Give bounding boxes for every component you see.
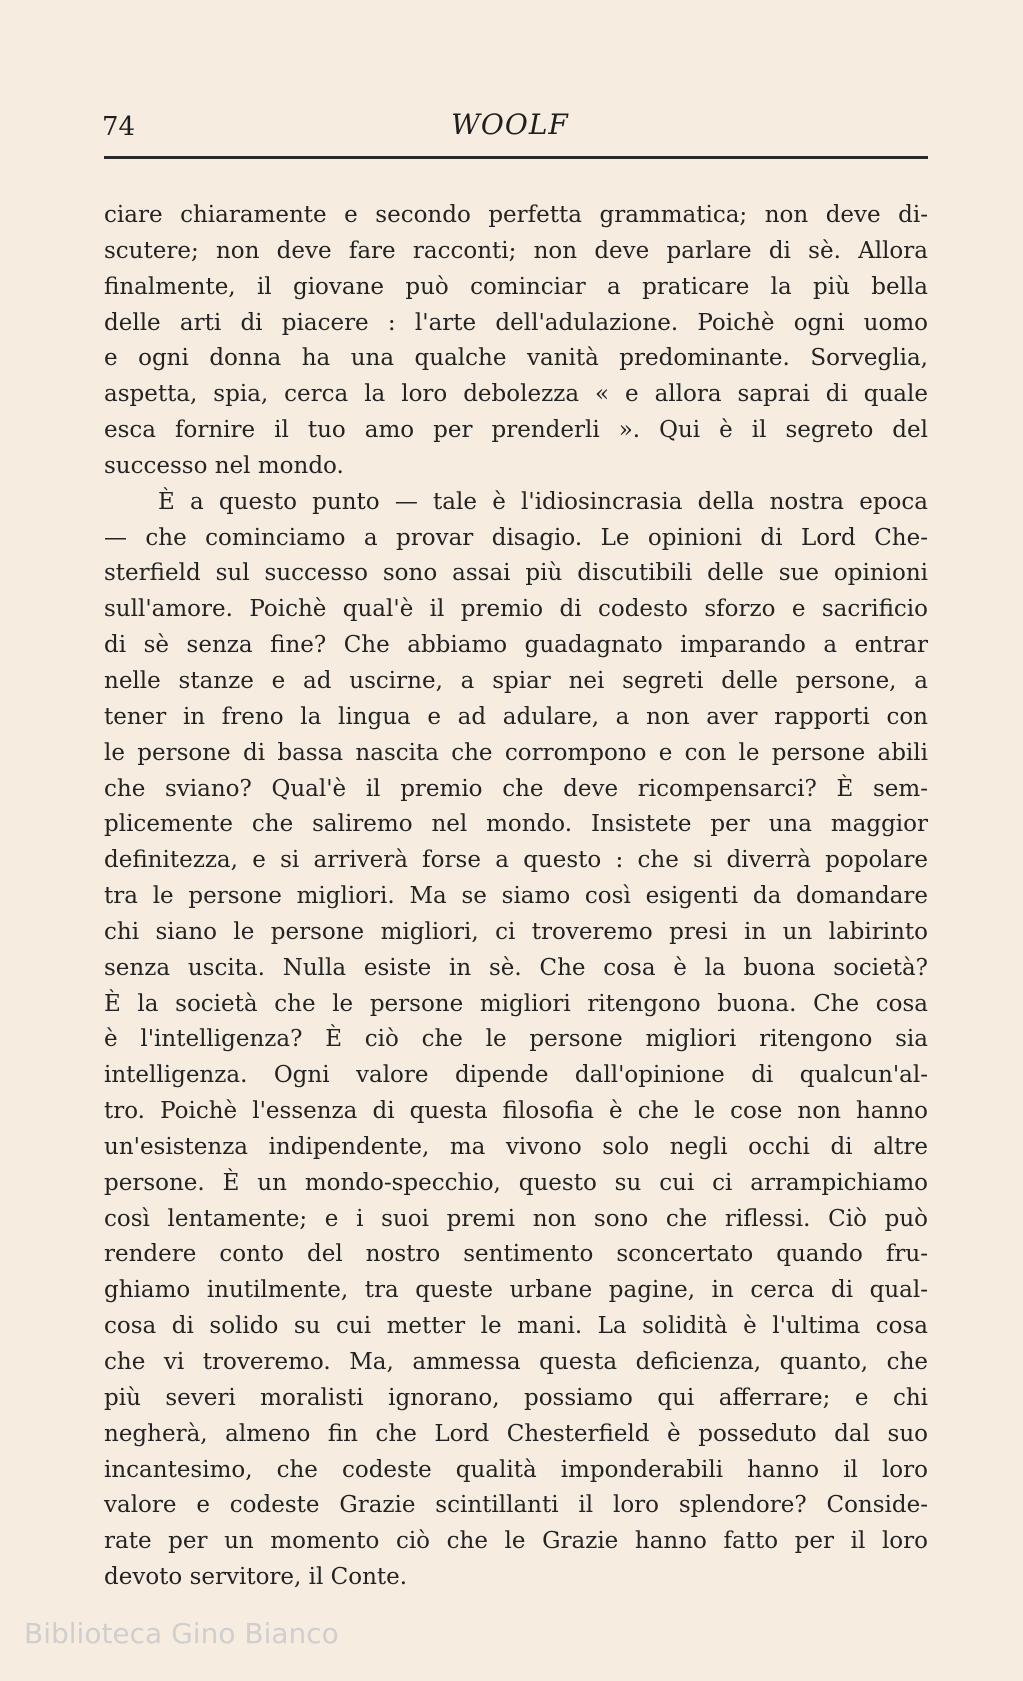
text-line: che vi troveremo. Ma, ammessa questa deficienza, quanto, che: [104, 1349, 928, 1375]
text-line: negherà, almeno fin che Lord Chesterfield è posseduto dal suo: [104, 1420, 928, 1447]
text-line: nelle stanze e ad uscirne, a spiar nei segreti delle persone, a: [104, 667, 928, 694]
text-line: intelligenza. Ogni valore dipende dall'opinione di qualcun'al-: [104, 1062, 928, 1089]
text-line: plicemente che saliremo nel mondo. Insistete per una maggior: [104, 811, 928, 838]
text-line: — che cominciamo a provar disagio. Le opinioni di Lord Che-: [104, 524, 928, 551]
text-line: scutere; non deve fare racconti; non deve parlare di sè. Allora: [104, 237, 928, 264]
text-line: sterfield sul successo sono assai più discutibili delle sue opinioni: [104, 560, 928, 587]
text-line: tra le persone migliori. Ma se siamo così esigenti da domandare: [104, 883, 928, 910]
text-line: è l'intelligenza? È ciò che le persone migliori ritengono sia: [104, 1026, 928, 1053]
text-line: valore e codeste Grazie scintillanti il loro splendore? Conside-: [104, 1492, 928, 1519]
paragraph-1: [104, 198, 928, 485]
text-line: tro. Poichè l'essenza di questa filosofia è che le cose non hanno: [104, 1098, 928, 1125]
text-line: finalmente, il giovane può cominciar a praticare la più bella: [104, 273, 928, 300]
text-line: definitezza, e si arriverà forse a questo : che si diverrà popolare: [104, 847, 928, 874]
text-line: rate per un momento ciò che le Grazie hanno fatto per il loro: [104, 1528, 928, 1555]
text-line: persone. È un mondo-specchio, questo su cui ci arrampichiamo: [104, 1169, 928, 1196]
text-line: cosa di solido su cui metter le mani. La solidità è l'ultima cosa: [104, 1313, 928, 1340]
text-line: un'esistenza indipendente, ma vivono solo negli occhi di altre: [104, 1133, 928, 1160]
text-line: senza uscita. Nulla esiste in sè. Che cosa è la buona società?: [104, 954, 928, 981]
text-line: e ogni donna ha una qualche vanità predominante. Sorveglia,: [104, 345, 928, 372]
text-line: devoto servitore, il Conte.: [104, 1564, 408, 1591]
running-title: WOOLF: [451, 108, 569, 141]
paragraph-2: [104, 485, 928, 1596]
body-text: [104, 198, 928, 1596]
text-line: rendere conto del nostro sentimento sconcertato quando fru-: [104, 1241, 928, 1268]
text-line: ciare chiaramente e secondo perfetta grammatica; non deve di-: [104, 202, 928, 228]
text-line: sull'amore. Poichè qual'è il premio di codesto sforzo e sacrificio: [104, 596, 928, 623]
page-number: 74: [102, 112, 136, 142]
text-line: che sviano? Qual'è il premio che deve ricompensarci? È sem-: [104, 775, 928, 802]
text-line: chi siano le persone migliori, ci troveremo presi in un labirinto: [104, 918, 928, 945]
header-rule: [104, 156, 928, 159]
text-line: le persone di bassa nascita che corrompono e con le persone abili: [104, 739, 928, 766]
text-line: più severi moralisti ignorano, possiamo qui afferrare; e chi: [104, 1384, 928, 1411]
text-line: aspetta, spia, cerca la loro debolezza « e allora saprai di quale: [104, 381, 928, 408]
library-watermark: Biblioteca Gino Bianco: [24, 1617, 339, 1650]
text-line: È la società che le persone migliori ritengono buona. Che cosa: [104, 990, 928, 1017]
text-line: ghiamo inutilmente, tra queste urbane pagine, in cerca di qual-: [104, 1277, 928, 1304]
text-line: così lentamente; e i suoi premi non sono che riflessi. Ciò può: [104, 1205, 928, 1232]
text-line: delle arti di piacere : l'arte dell'adulazione. Poichè ogni uomo: [104, 309, 928, 336]
text-line: È a questo punto — tale è l'idiosincrasia della nostra epoca: [158, 488, 928, 515]
text-line: successo nel mondo.: [104, 452, 344, 479]
text-line: incantesimo, che codeste qualità imponderabili hanno il loro: [104, 1456, 928, 1483]
text-line: di sè senza fine? Che abbiamo guadagnato imparando a entrar: [104, 632, 928, 659]
text-line: esca fornire il tuo amo per prenderli ». Qui è il segreto del: [104, 417, 928, 444]
text-line: tener in freno la lingua e ad adulare, a non aver rapporti con: [104, 703, 928, 730]
